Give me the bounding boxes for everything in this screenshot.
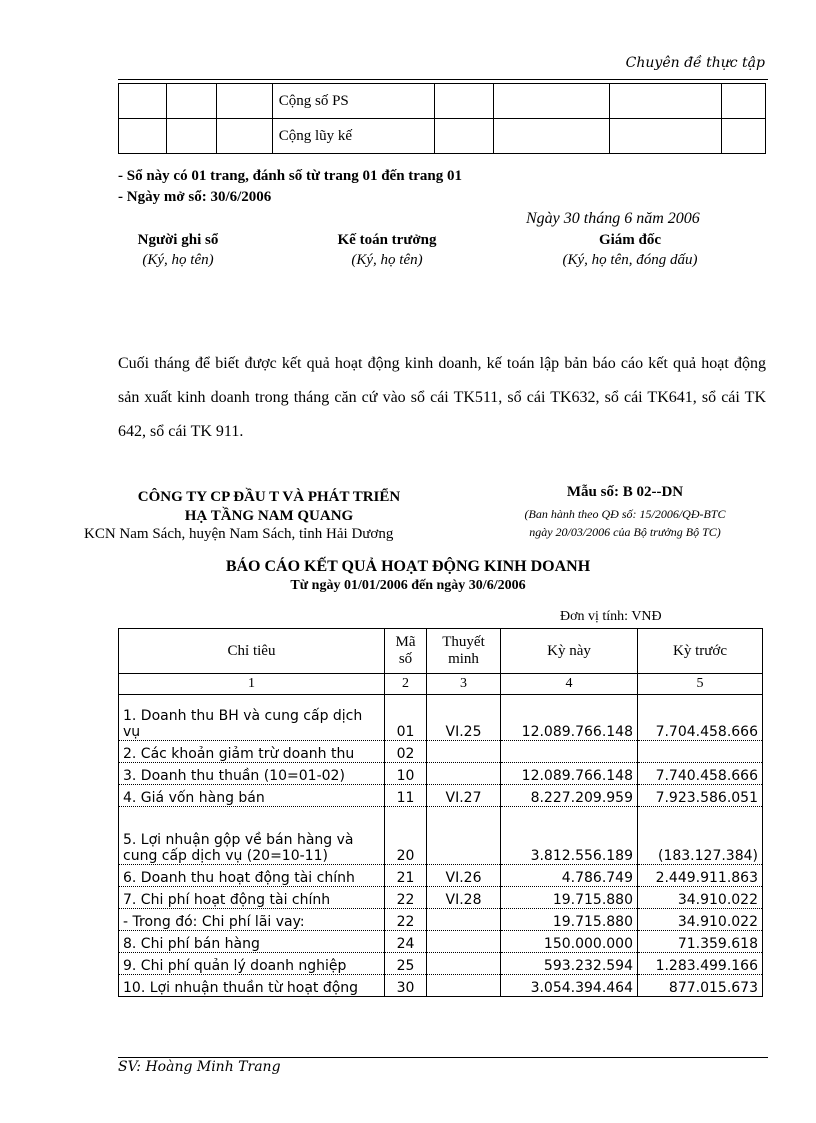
row-previous: (183.127.384): [638, 807, 763, 865]
row-code: 30: [385, 975, 427, 997]
table-row: [119, 887, 763, 909]
row-previous: 877.015.673: [638, 975, 763, 997]
index-cell: 4: [501, 674, 638, 695]
row-current: 19.715.880: [501, 887, 638, 909]
company-name-line2: HẠ TẦNG NAM QUANG: [184, 508, 354, 524]
chief-accountant-sub: (Ký, họ tên): [351, 252, 423, 268]
signature-date: Ngày 30 tháng 6 năm 2006: [526, 210, 700, 227]
body-paragraph: Cuối tháng để biết được kết quả hoạt động kinh doanh, kế toán lập bản báo cáo kết quả hoạt động sản xuất kinh doanh trong tháng căn cứ vào sổ cái TK511, sổ cái TK632, sổ cái TK641, sổ cái TK 642, sổ cái TK 911.: [118, 355, 766, 440]
row-current: 12.089.766.148: [501, 695, 638, 741]
signature-chief-accountant: [302, 232, 472, 269]
income-statement-table: [118, 628, 763, 997]
index-row: [119, 674, 763, 695]
director-title: Giám đốc: [598, 232, 662, 248]
form-note-line2: ngày 20/03/2006 của Bộ trưởng Bộ TC): [529, 525, 721, 539]
table-row: [119, 909, 763, 931]
header-item: Chỉ tiêu: [119, 629, 385, 674]
row-current: 4.786.749: [501, 865, 638, 887]
row-previous: 7.740.458.666: [638, 763, 763, 785]
director-sub: (Ký, họ tên, đóng dấu): [562, 252, 698, 268]
index-cell: 1: [119, 674, 385, 695]
row-note: [427, 931, 501, 953]
row-item: 4. Giá vốn hàng bán: [119, 785, 385, 807]
report-title: BÁO CÁO KẾT QUẢ HOẠT ĐỘNG KINH DOANH: [225, 558, 591, 575]
row-code: 01: [385, 695, 427, 741]
row-current: 3.054.394.464: [501, 975, 638, 997]
row-current: 593.232.594: [501, 953, 638, 975]
row-previous: 1.283.499.166: [638, 953, 763, 975]
header-rule: [118, 79, 768, 80]
row-previous: 34.910.022: [638, 909, 763, 931]
row-current: 8.227.209.959: [501, 785, 638, 807]
row-item: 7. Chi phí hoạt động tài chính: [119, 887, 385, 909]
header-previous: Kỳ trước: [638, 629, 763, 674]
table-row: [119, 763, 763, 785]
page-header: Chuyên đề thực tập: [625, 55, 765, 71]
form-note-line1: (Ban hành theo QĐ số: 15/2006/QĐ-BTC: [524, 507, 726, 521]
recorder-sub: (Ký, họ tên): [142, 252, 214, 268]
row-current: [501, 741, 638, 763]
index-cell: 5: [638, 674, 763, 695]
row-code: 11: [385, 785, 427, 807]
signature-recorder: [98, 232, 258, 269]
row-previous: 7.923.586.051: [638, 785, 763, 807]
row-previous: 2.449.911.863: [638, 865, 763, 887]
footer-student: SV: Hoàng Minh Trang: [118, 1059, 281, 1075]
form-block: [480, 484, 770, 540]
row-current: 12.089.766.148: [501, 763, 638, 785]
table-row: [119, 953, 763, 975]
header-note: Thuyết minh: [427, 629, 501, 674]
ledger-cumulative-label: Cộng lũy kế: [272, 119, 434, 154]
row-code: 22: [385, 887, 427, 909]
company-block: [84, 489, 454, 543]
row-item: 1. Doanh thu BH và cung cấp dịch vụ: [119, 695, 385, 741]
table-row: [119, 807, 763, 865]
index-cell: 2: [385, 674, 427, 695]
row-item: 8. Chi phí bán hàng: [119, 931, 385, 953]
ledger-row: [119, 119, 766, 154]
footer-rule: [118, 1057, 768, 1058]
row-code: 22: [385, 909, 427, 931]
row-previous: 71.359.618: [638, 931, 763, 953]
row-code: 02: [385, 741, 427, 763]
row-previous: 34.910.022: [638, 887, 763, 909]
table-row: [119, 741, 763, 763]
row-note: [427, 909, 501, 931]
header-code: Mã số: [385, 629, 427, 674]
table-row: [119, 865, 763, 887]
row-note: [427, 807, 501, 865]
row-code: 10: [385, 763, 427, 785]
row-item: 2. Các khoản giảm trừ doanh thu: [119, 741, 385, 763]
report-period: Từ ngày 01/01/2006 đến ngày 30/6/2006: [290, 578, 526, 593]
table-row: [119, 785, 763, 807]
row-current: 3.812.556.189: [501, 807, 638, 865]
ledger-total-label: Cộng số PS: [272, 84, 434, 119]
chief-accountant-title: Kế toán trưởng: [337, 232, 437, 248]
company-address: KCN Nam Sách, huyện Nam Sách, tỉnh Hải Dương: [84, 526, 394, 542]
row-note: [427, 953, 501, 975]
row-code: 24: [385, 931, 427, 953]
recorder-title: Người ghi sổ: [137, 232, 219, 248]
row-item: 6. Doanh thu hoạt động tài chính: [119, 865, 385, 887]
row-item: - Trong đó: Chi phí lãi vay:: [119, 909, 385, 931]
row-note: [427, 975, 501, 997]
currency-unit: Đơn vị tính: VNĐ: [560, 609, 662, 624]
row-code: 21: [385, 865, 427, 887]
form-number: Mẫu số: B 02--DN: [566, 484, 684, 500]
row-item: 5. Lợi nhuận gộp về bán hàng và cung cấp dịch vụ (20=10-11): [119, 807, 385, 865]
row-item: 10. Lợi nhuận thuần từ hoạt động: [119, 975, 385, 997]
row-current: 19.715.880: [501, 909, 638, 931]
row-item: 9. Chi phí quản lý doanh nghiệp: [119, 953, 385, 975]
index-cell: 3: [427, 674, 501, 695]
table-header-row: [119, 629, 763, 674]
row-code: 25: [385, 953, 427, 975]
company-name-line1: CÔNG TY CP ĐẦU T VÀ PHÁT TRIỂN: [137, 489, 401, 505]
row-note: VI.26: [427, 865, 501, 887]
row-previous: 7.704.458.666: [638, 695, 763, 741]
row-note: [427, 741, 501, 763]
row-previous: [638, 741, 763, 763]
row-item: 3. Doanh thu thuần (10=01-02): [119, 763, 385, 785]
ledger-row: [119, 84, 766, 119]
table-row: [119, 975, 763, 997]
row-current: 150.000.000: [501, 931, 638, 953]
signature-director: [530, 232, 730, 269]
row-note: VI.28: [427, 887, 501, 909]
table-row: [119, 695, 763, 741]
table-row: [119, 931, 763, 953]
note-pages: - Sổ này có 01 trang, đánh số từ trang 01 đến trang 01: [118, 168, 463, 184]
ledger-table: [118, 83, 766, 154]
row-note: VI.25: [427, 695, 501, 741]
row-note: VI.27: [427, 785, 501, 807]
note-open-date: - Ngày mở sổ: 30/6/2006: [118, 189, 272, 205]
row-note: [427, 763, 501, 785]
header-current: Kỳ này: [501, 629, 638, 674]
row-code: 20: [385, 807, 427, 865]
